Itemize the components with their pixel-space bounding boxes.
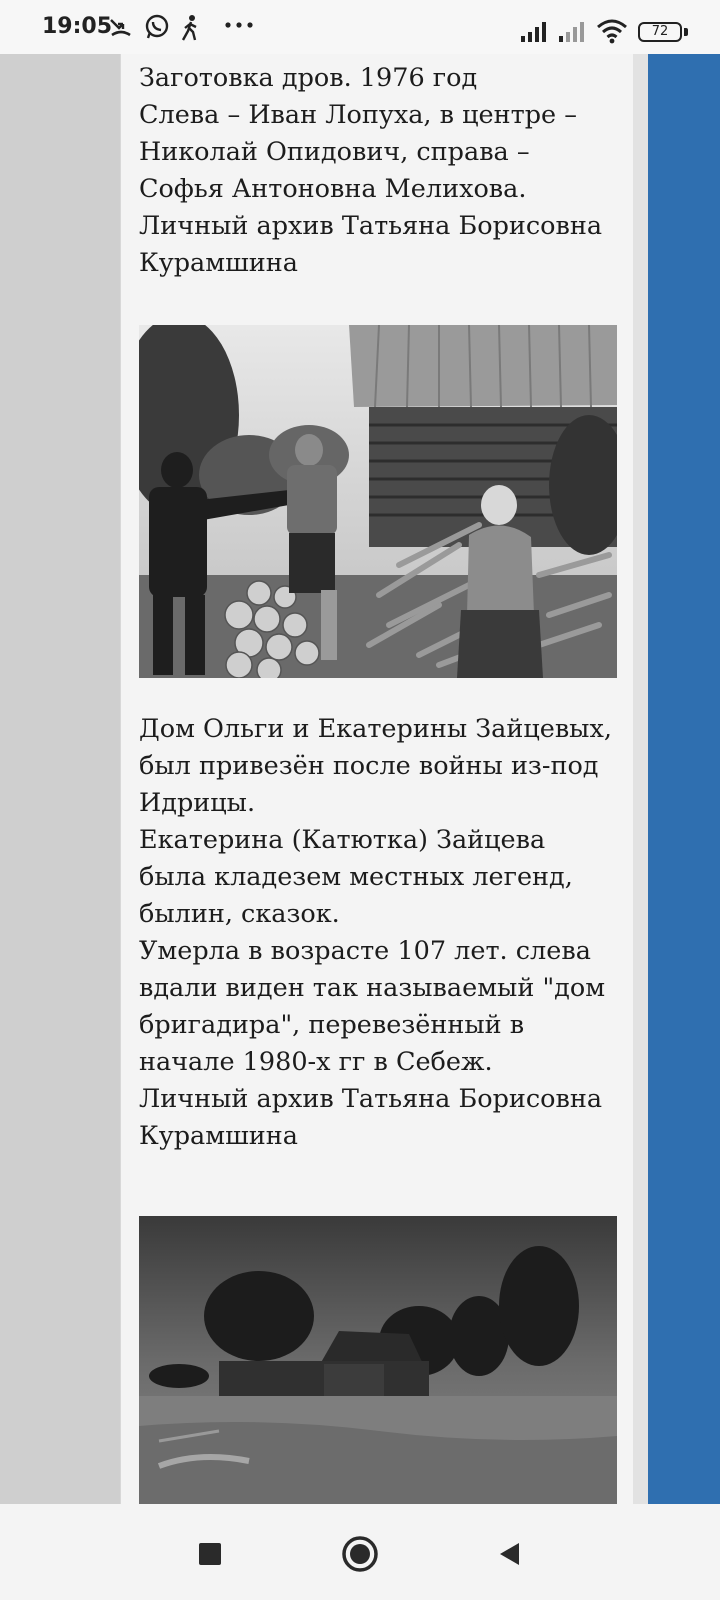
- walking-icon: [180, 14, 202, 40]
- caption-line: Екатерина (Катютка) Зайцева была кладезем местных легенд, былин, сказок.: [139, 825, 573, 929]
- photo-village-house[interactable]: [139, 1216, 617, 1504]
- caption-line: Личный архив Татьяна Борисовна Курамшина: [139, 211, 603, 278]
- status-time: 19:05: [42, 14, 113, 39]
- recents-square-icon[interactable]: [186, 1530, 234, 1578]
- missed-call-icon: [108, 14, 134, 40]
- signal-2-icon: [558, 20, 588, 46]
- photo-caption-1: [139, 60, 619, 282]
- status-bar: [0, 0, 720, 54]
- caption-line: Умерла в возрасте 107 лет. слева вдали виден так называемый "дом бригадира", перевезённый в начале 1980-х гг в Себеж.: [139, 936, 606, 1077]
- home-circle-icon[interactable]: [336, 1530, 384, 1578]
- caption-line: Дом Ольги и Екатерины Зайцевых, был привезён после войны из-под Идрицы.: [139, 714, 612, 818]
- whatsapp-icon: [144, 14, 170, 40]
- battery-tip: [684, 28, 688, 36]
- caption-line: Слева – Иван Лопуха, в центре – Николай Опидович, справа – Софья Антоновна Мелихова.: [139, 100, 577, 204]
- caption-line: Заготовка дров. 1976 год: [139, 63, 478, 93]
- back-triangle-icon[interactable]: [486, 1530, 534, 1578]
- left-margin: [0, 54, 120, 1504]
- photo-caption-2: [139, 711, 619, 1155]
- wifi-icon: [596, 18, 628, 44]
- right-gutter: [632, 54, 649, 1504]
- photo-firewood[interactable]: [139, 325, 617, 678]
- caption-line: Личный архив Татьяна Борисовна Курамшина: [139, 1084, 603, 1151]
- navigation-bar: [0, 1504, 720, 1600]
- article-content[interactable]: [120, 54, 633, 1504]
- more-dots-icon: [224, 20, 254, 46]
- battery-indicator: 72: [638, 22, 682, 42]
- right-accent-bar: [648, 54, 720, 1504]
- signal-1-icon: [520, 20, 550, 46]
